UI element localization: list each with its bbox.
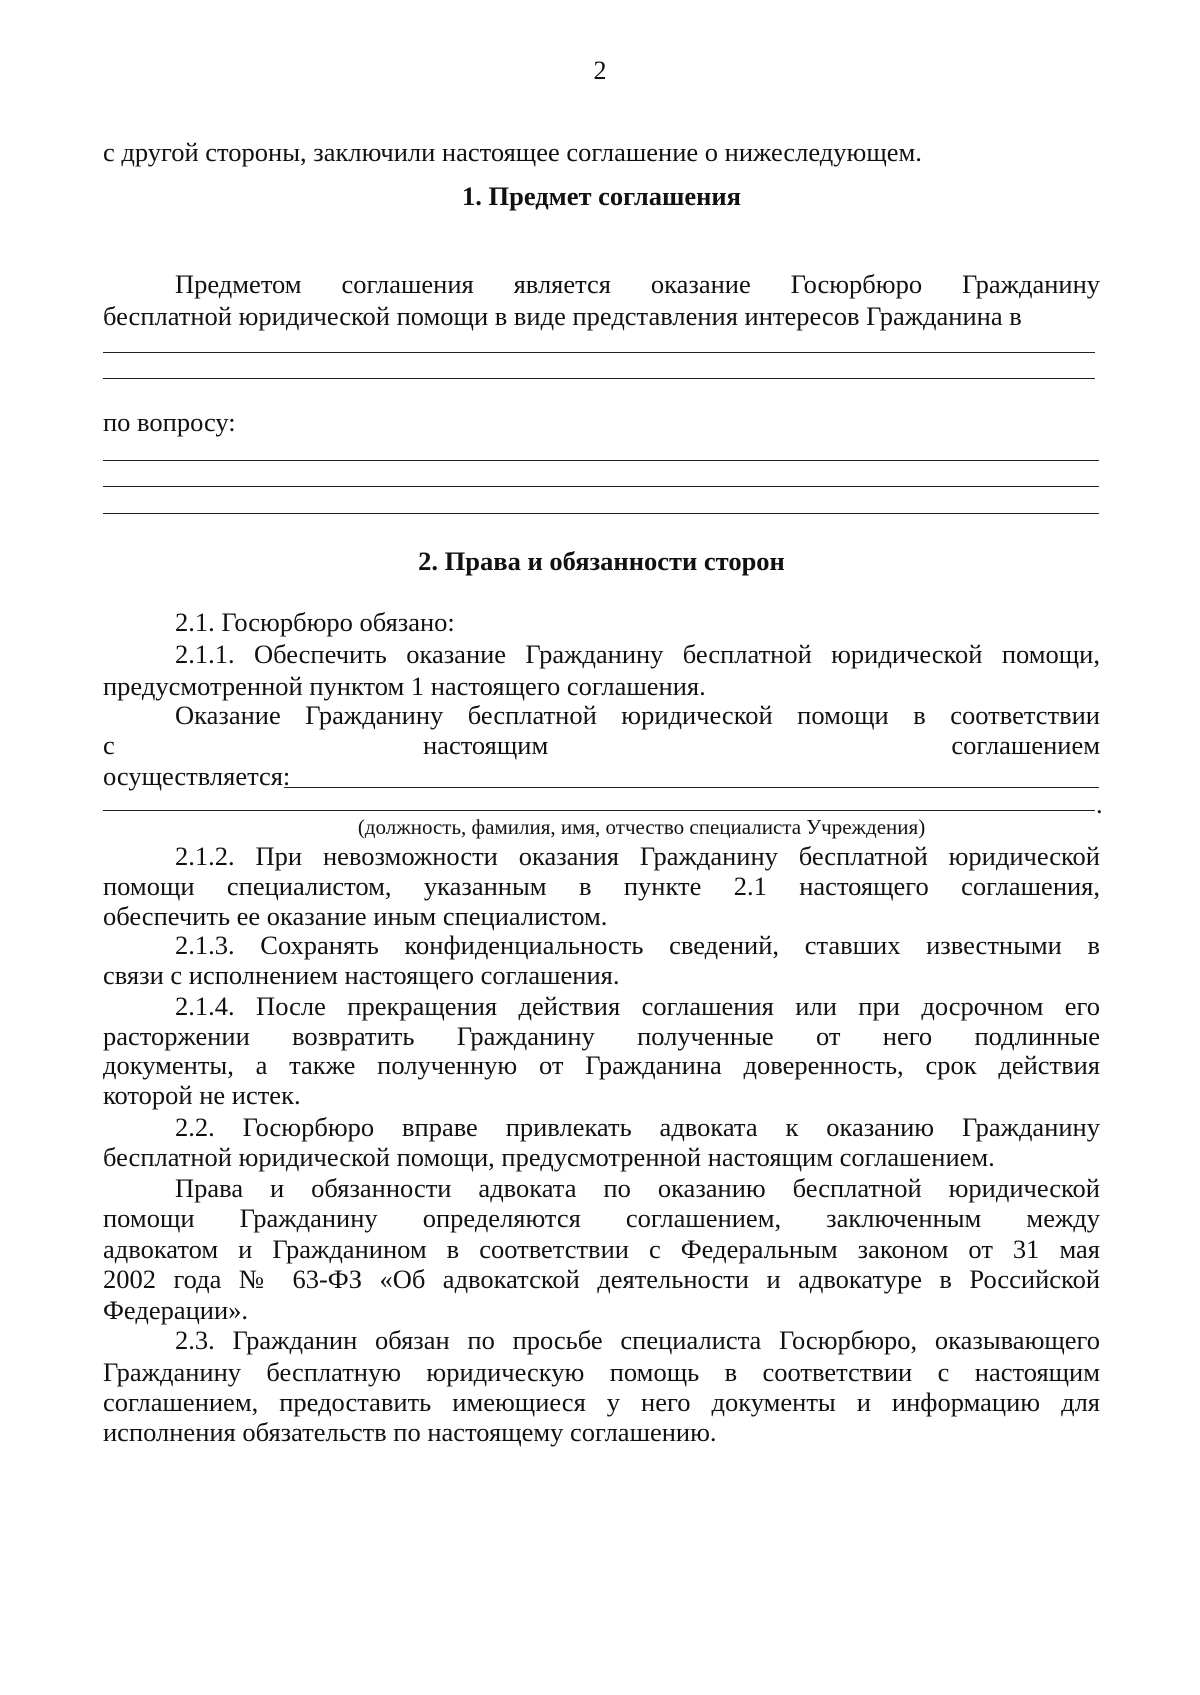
paragraph-line: документы, а также полученную от Гражданина доверенность, срок действия (103, 1050, 1100, 1080)
paragraph-line: которой не истек. (103, 1080, 301, 1110)
page-number: 2 (593, 56, 607, 85)
paragraph-line: 2.1. Госюрбюро обязано: (175, 607, 455, 637)
paragraph-line: Оказание Гражданину бесплатной юридической помощи в соответствии (175, 700, 1100, 730)
section-1-heading: 1. Предмет соглашения (462, 181, 741, 211)
paragraph-line: предусмотренной пунктом 1 настоящего соглашения. (103, 671, 706, 701)
word-nastoyashchim: настоящим (423, 730, 549, 760)
paragraph-line: 2.1.3. Сохранять конфиденциальность сведений, ставших известными в (175, 930, 1100, 960)
paragraph-line: 2.2. Госюрбюро вправе привлекать адвоката к оказанию Гражданину (175, 1112, 1100, 1142)
performer-label: осуществляется: (103, 761, 291, 791)
paragraph-line: 2.1.2. При невозможности оказания Гражданину бесплатной юридической (175, 841, 1100, 871)
line-end-period: . (1096, 789, 1103, 819)
intro-line: с другой стороны, заключили настоящее соглашение о нижеследующем. (103, 137, 922, 167)
blank-fill-line (103, 486, 1099, 487)
word-soglasheniem: соглашением (951, 730, 1100, 760)
paragraph-line: 2.1.1. Обеспечить оказание Гражданину бесплатной юридической помощи, (175, 639, 1100, 669)
paragraph-line: расторжении возвратить Гражданину полученные от него подлинные (103, 1021, 1100, 1051)
paragraph-line: адвокатом и Гражданином в соответствии с Федеральным законом от 31 мая (103, 1234, 1100, 1264)
paragraph-line: бесплатной юридической помощи, предусмотренной настоящим соглашением. (103, 1142, 995, 1172)
paragraph-line: соглашением, предоставить имеющиеся у него документы и информацию для (103, 1387, 1100, 1417)
performer-fill-line-2 (103, 810, 1095, 811)
paragraph-line: помощи специалистом, указанным в пункте 2.1 настоящего соглашения, (103, 871, 1100, 901)
paragraph-line: связи с исполнением настоящего соглашения. (103, 960, 620, 990)
paragraph-line: 2002 года № 63-ФЗ «Об адвокатской деятельности и адвокатуре в Российской (103, 1264, 1100, 1294)
paragraph-line: помощи Гражданину определяются соглашением, заключенным между (103, 1203, 1100, 1233)
performer-fill-line (284, 787, 1099, 788)
section-2-heading: 2. Права и обязанности сторон (418, 546, 785, 576)
paragraph-line: 2.1.4. После прекращения действия соглашения или при досрочном его (175, 991, 1100, 1021)
word-s: с (103, 730, 115, 760)
paragraph-line: бесплатной юридической помощи в виде представления интересов Гражданина в (103, 301, 1022, 331)
blank-fill-line (103, 460, 1099, 461)
paragraph-line: Права и обязанности адвоката по оказанию бесплатной юридической (175, 1173, 1100, 1203)
blank-fill-line (103, 378, 1095, 379)
paragraph-line: исполнения обязательств по настоящему соглашению. (103, 1417, 717, 1447)
paragraph-line: 2.3. Гражданин обязан по просьбе специалиста Госюрбюро, оказывающего (175, 1325, 1100, 1355)
blank-fill-line (103, 513, 1099, 514)
blank-fill-line (103, 352, 1095, 353)
question-label: по вопросу: (103, 407, 236, 437)
performer-caption: (должность, фамилия, имя, отчество специалиста Учреждения) (357, 815, 926, 839)
paragraph-line: Предметом соглашения является оказание Госюрбюро Гражданину (175, 269, 1100, 299)
paragraph-line: обеспечить ее оказание иным специалистом. (103, 901, 608, 931)
paragraph-line: Гражданину бесплатную юридическую помощь в соответствии с настоящим (103, 1357, 1100, 1387)
paragraph-line: Федерации». (103, 1295, 249, 1325)
